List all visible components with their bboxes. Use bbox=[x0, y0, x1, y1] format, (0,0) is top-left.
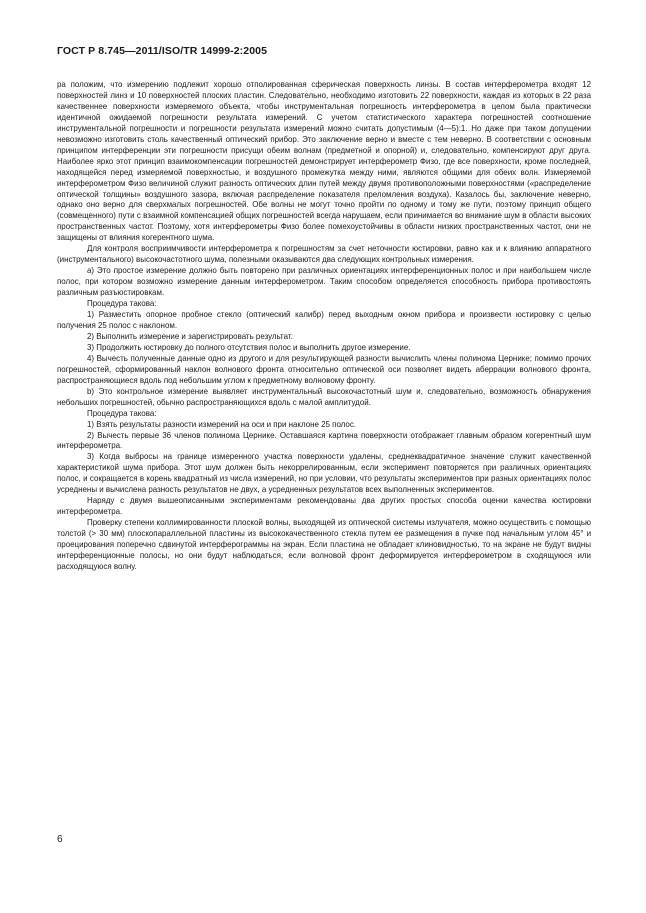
paragraph-item-a: а) Это простое измерение должно быть повторено при различных ориентациях интерференционных полос и при наибольшем числе полос, при котором возможно измерение данным интерферометром. Таким способом определяется способность прибора противостоять различным разъюстировкам. bbox=[57, 266, 591, 298]
paragraph-procedure-a: Процедура такова: bbox=[87, 299, 157, 309]
paragraph-step-b3: 3) Когда выбросы на границе измеренного участка поверхности удалены, среднеквадратичное значение служит качественной характеристикой шума прибора. Этот шум должен быть некоррелированным, если эксперимент повторяется при различных ориентациях полос, и сокращается в корень квадратный из числа измерений, но при условии, что результаты экспериментов при разных ориентациях полос усреднены и вычислена разность результатов не двух, а усредненных результатов всех выполненных экспериментов. bbox=[57, 452, 591, 495]
paragraph-item-b: b) Это контрольное измерение выявляет инструментальный высокочастотный шум и, следовательно, возможность обнаружения небольших погрешностей, обычно распространяющихся вдоль с малой амплитудой. bbox=[57, 386, 591, 407]
paragraph-step-b2: 2) Вычесть первые 36 членов полинома Цернике. Оставшаяся картина поверхности отображает главным образом когерентный шум интерферометра. bbox=[57, 430, 591, 451]
paragraph-step-a1: 1) Разместить опорное пробное стекло (оптический калибр) перед выходным окном прибора и произвести юстировку с целью получения 25 полос с наклоном. bbox=[57, 310, 591, 330]
standard-header: ГОСТ Р 8.745—2011/ISO/TR 14999-2:2005 bbox=[57, 45, 268, 57]
paragraph-step-a3: 3) Продолжить юстировку до полного отсутствия полос и выполнить другое измерение. bbox=[87, 342, 411, 352]
paragraph-continuation: ра положим, что измерению подлежит хорошо отполированная сферическая поверхность линзы. В состав интерферометра входят 12 поверхностей линз и 10 поверхностей плоских пластин. Следовательно, необходимо изготовить 22 поверхности, каждая из которых в 22 раза качественнее поверхности измеряемого объекта, чтобы инструментальная погрешность интерферометра в целом была практически идентичной ожидаемой погрешности результата измерений. С учетом статистического характера погрешностей соотношение инструментальной погрешности и погрешности результата измерений можно считать допустимым (4—5):1. Но даже при таком допущении невозможно изготовить столь качественный оптический прибор. Это заключение верно и вместе с тем неверно. В соответствии с основным принципом интерференции эти погрешности присущи обеим волнам (предметной и опорной) и, следовательно, компенсируют друг друга. Наиболее ярко этот принцип взаимокомпенсации погрешностей демонстрирует интерферометр Физо, где все поверхности, кроме последней, находящейся перед измеряемой поверхностью, и воздушного промежутка между ними, являются общими для обеих волн. Измеряемой интерферометром Физо величиной служит разность оптических длин путей между двумя противоположными поверхностями («распределение оптической толщины» воздушного зазора, включая распределение показателя преломления воздуха). Казалось бы, заключение неверно, однако оно верно для сверхмалых погрешностей. Обе волны не могут точно пройти по одному и тому же пути, поэтому принцип общего (совмещенного) пути с взаимной компенсацией общих погрешностей всегда нарушаем, если принимается во внимание шум в области высоких пространственных частот. Поэтому, хотя интерферометры Физо более помехоустойчивы в области низких пространственных частот, они не защищены от влияния когерентного шума. bbox=[57, 80, 591, 243]
paragraph-procedure-b: Процедура такова: bbox=[87, 408, 157, 418]
paragraph-step-a2: 2) Выполнить измерение и зарегистрировать результат. bbox=[87, 331, 293, 341]
page-number: 6 bbox=[57, 834, 63, 845]
paragraph-step-b1: 1) Взять результаты разности измерений на оси и при наклоне 25 полос. bbox=[87, 419, 356, 429]
paragraph-additional-methods: Наряду с двумя вышеописанными экспериментами рекомендованы два других простых способа оценки качества юстировки интерферометра. bbox=[57, 496, 591, 517]
body-text bbox=[57, 80, 591, 573]
paragraph-collimation-check: Проверку степени коллимированности плоской волны, выходящей из оптической системы излучателя, можно осуществить с помощью толстой (> 30 мм) плоскопараллельной пластины из высококачественного стекла путем ее размещения в пучке под начальным углом 45° и проецирования поперечно сдвинутой интерферограммы на экран. Если пластина не обладает клиновидностью, то на экране не будут видны интерференционные полосы, но они будут наблюдаться, если волновой фронт деформируется интерферометром в сходящуюся или расходящуюся волну. bbox=[57, 518, 591, 571]
paragraph-step-a4: 4) Вычесть полученные данные одно из другого и для результирующей разности вычислить члены полинома Цернике; помимо прочих погрешностей, сформированный наклон волнового фронта относительно оптической оси позволяет видеть аберрации волнового фронта, распространяющиеся вдоль под небольшим углом к предметному волновому фронту. bbox=[57, 353, 591, 385]
paragraph-control-intro: Для контроля восприимчивости интерферометра к погрешностям за счет неточности юстировки, равно как и к влиянию аппаратного (инструментального) высокочастотного шума, полезными оказываются два следующих контрольных измерения. bbox=[57, 244, 591, 265]
